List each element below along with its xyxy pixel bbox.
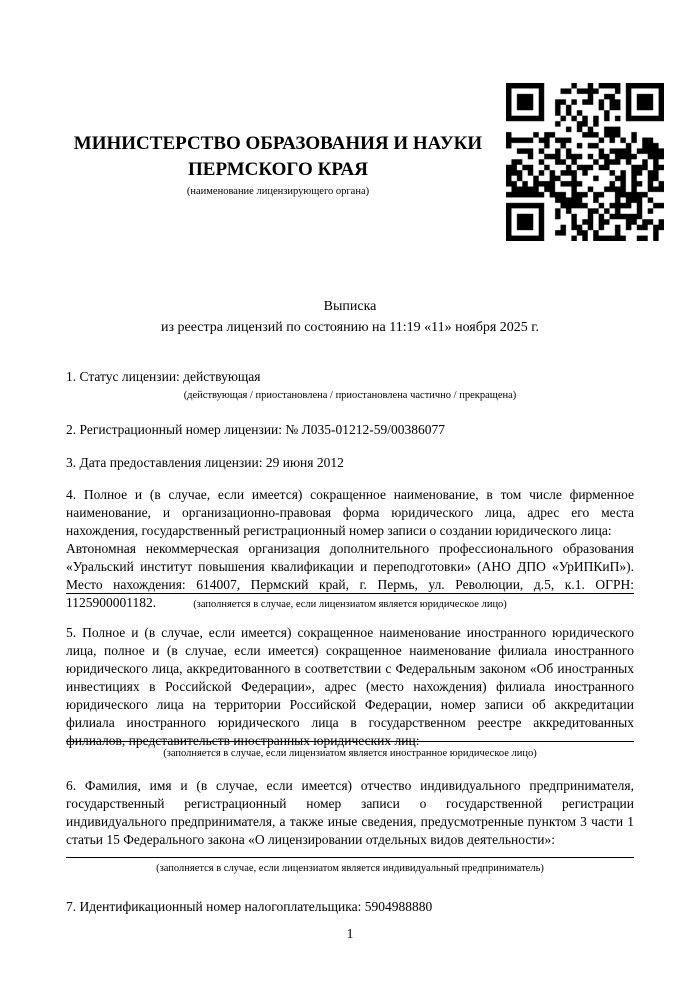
- page-number: 1: [346, 926, 354, 941]
- item-foreign-entity-note: (заполняется в случае, если лицензиатом является иностранное юридическое лицо): [163, 748, 537, 759]
- item-legal-entity-intro: 4. Полное и (в случае, если имеется) сокращенное наименование, в том числе фирменное наименование, и организационно-правовая форма юридического лица, адрес его места нахождения, государственный регистрационный номер записи о создании юридического лица:: [66, 487, 634, 538]
- document-title-line2: из реестра лицензий по состоянию на 11:19 «11» ноября 2025 г.: [161, 320, 539, 335]
- ministry-header: [66, 131, 490, 199]
- qr-code: [506, 83, 664, 241]
- item-entrepreneur-note: (заполняется в случае, если лицензиатом является индивидуальный предприниматель): [156, 863, 544, 874]
- document-title-line1: Выписка: [323, 299, 377, 314]
- item-registration-number: 2. Регистрационный номер лицензии: № Л035-01212-59/00386077: [66, 422, 446, 437]
- item-license-status-note: (действующая / приостановлена / приостановлена частично / прекращена): [183, 390, 517, 401]
- item-license-status: 1. Статус лицензии: действующая: [66, 369, 261, 384]
- item-foreign-entity: 5. Полное и (в случае, если имеется) сокращенное наименование иностранного юридического лица, полное и (в случае, если имеется) сокращенное наименование филиала иностранного юридического лица, аккредитованного в соответствии с Федеральным законом «Об иностранных инвестициях в Российской Федерации», адрес (место нахождения) филиала иностранного юридического лица на территории Российской Федерации, номер записи об аккредитации филиала иностранного юридического лица в государственном реестре аккредитованных филиалов, представительств иностранных юридических лиц:: [66, 625, 634, 748]
- document-title: [66, 296, 634, 338]
- item-grant-date: 3. Дата предоставления лицензии: 29 июня 2012: [66, 455, 344, 470]
- ministry-name-line1: МИНИСТЕРСТВО ОБРАЗОВАНИЯ И НАУКИ: [73, 133, 483, 154]
- ministry-caption: (наименование лицензирующего органа): [186, 186, 370, 197]
- item-entrepreneur: 6. Фамилия, имя и (в случае, если имеется) отчество индивидуального предпринимателя, государственный регистрационный номер записи о государственной регистрации индивидуального предпринимателя, а также иные сведения, предусмотренные пунктом 3 части 1 статьи 15 Федерального закона «О лицензировании отдельных видов деятельности»:: [66, 778, 634, 847]
- item-legal-entity-value: Автономная некоммерческая организация дополнительного профессионального образования «Уральский институт повышения квалификации и переподготовки» (АНО ДПО «УрИПКиП»). Место нахождения: 614007, Пермский край, г. Пермь, ул. Революции, д.5, к.1. ОГРН: 1125900001182.: [66, 541, 634, 610]
- item-legal-entity-note: (заполняется в случае, если лицензиатом является юридическое лицо): [193, 599, 507, 610]
- item-taxpayer-number: 7. Идентификационный номер налогоплательщика: 5904988880: [66, 899, 433, 914]
- fill-line-foreign-entity: [66, 741, 634, 742]
- ministry-name-line2: ПЕРМСКОГО КРАЯ: [188, 159, 368, 180]
- fill-line-legal-entity: [66, 593, 634, 594]
- fill-line-entrepreneur: [66, 857, 634, 858]
